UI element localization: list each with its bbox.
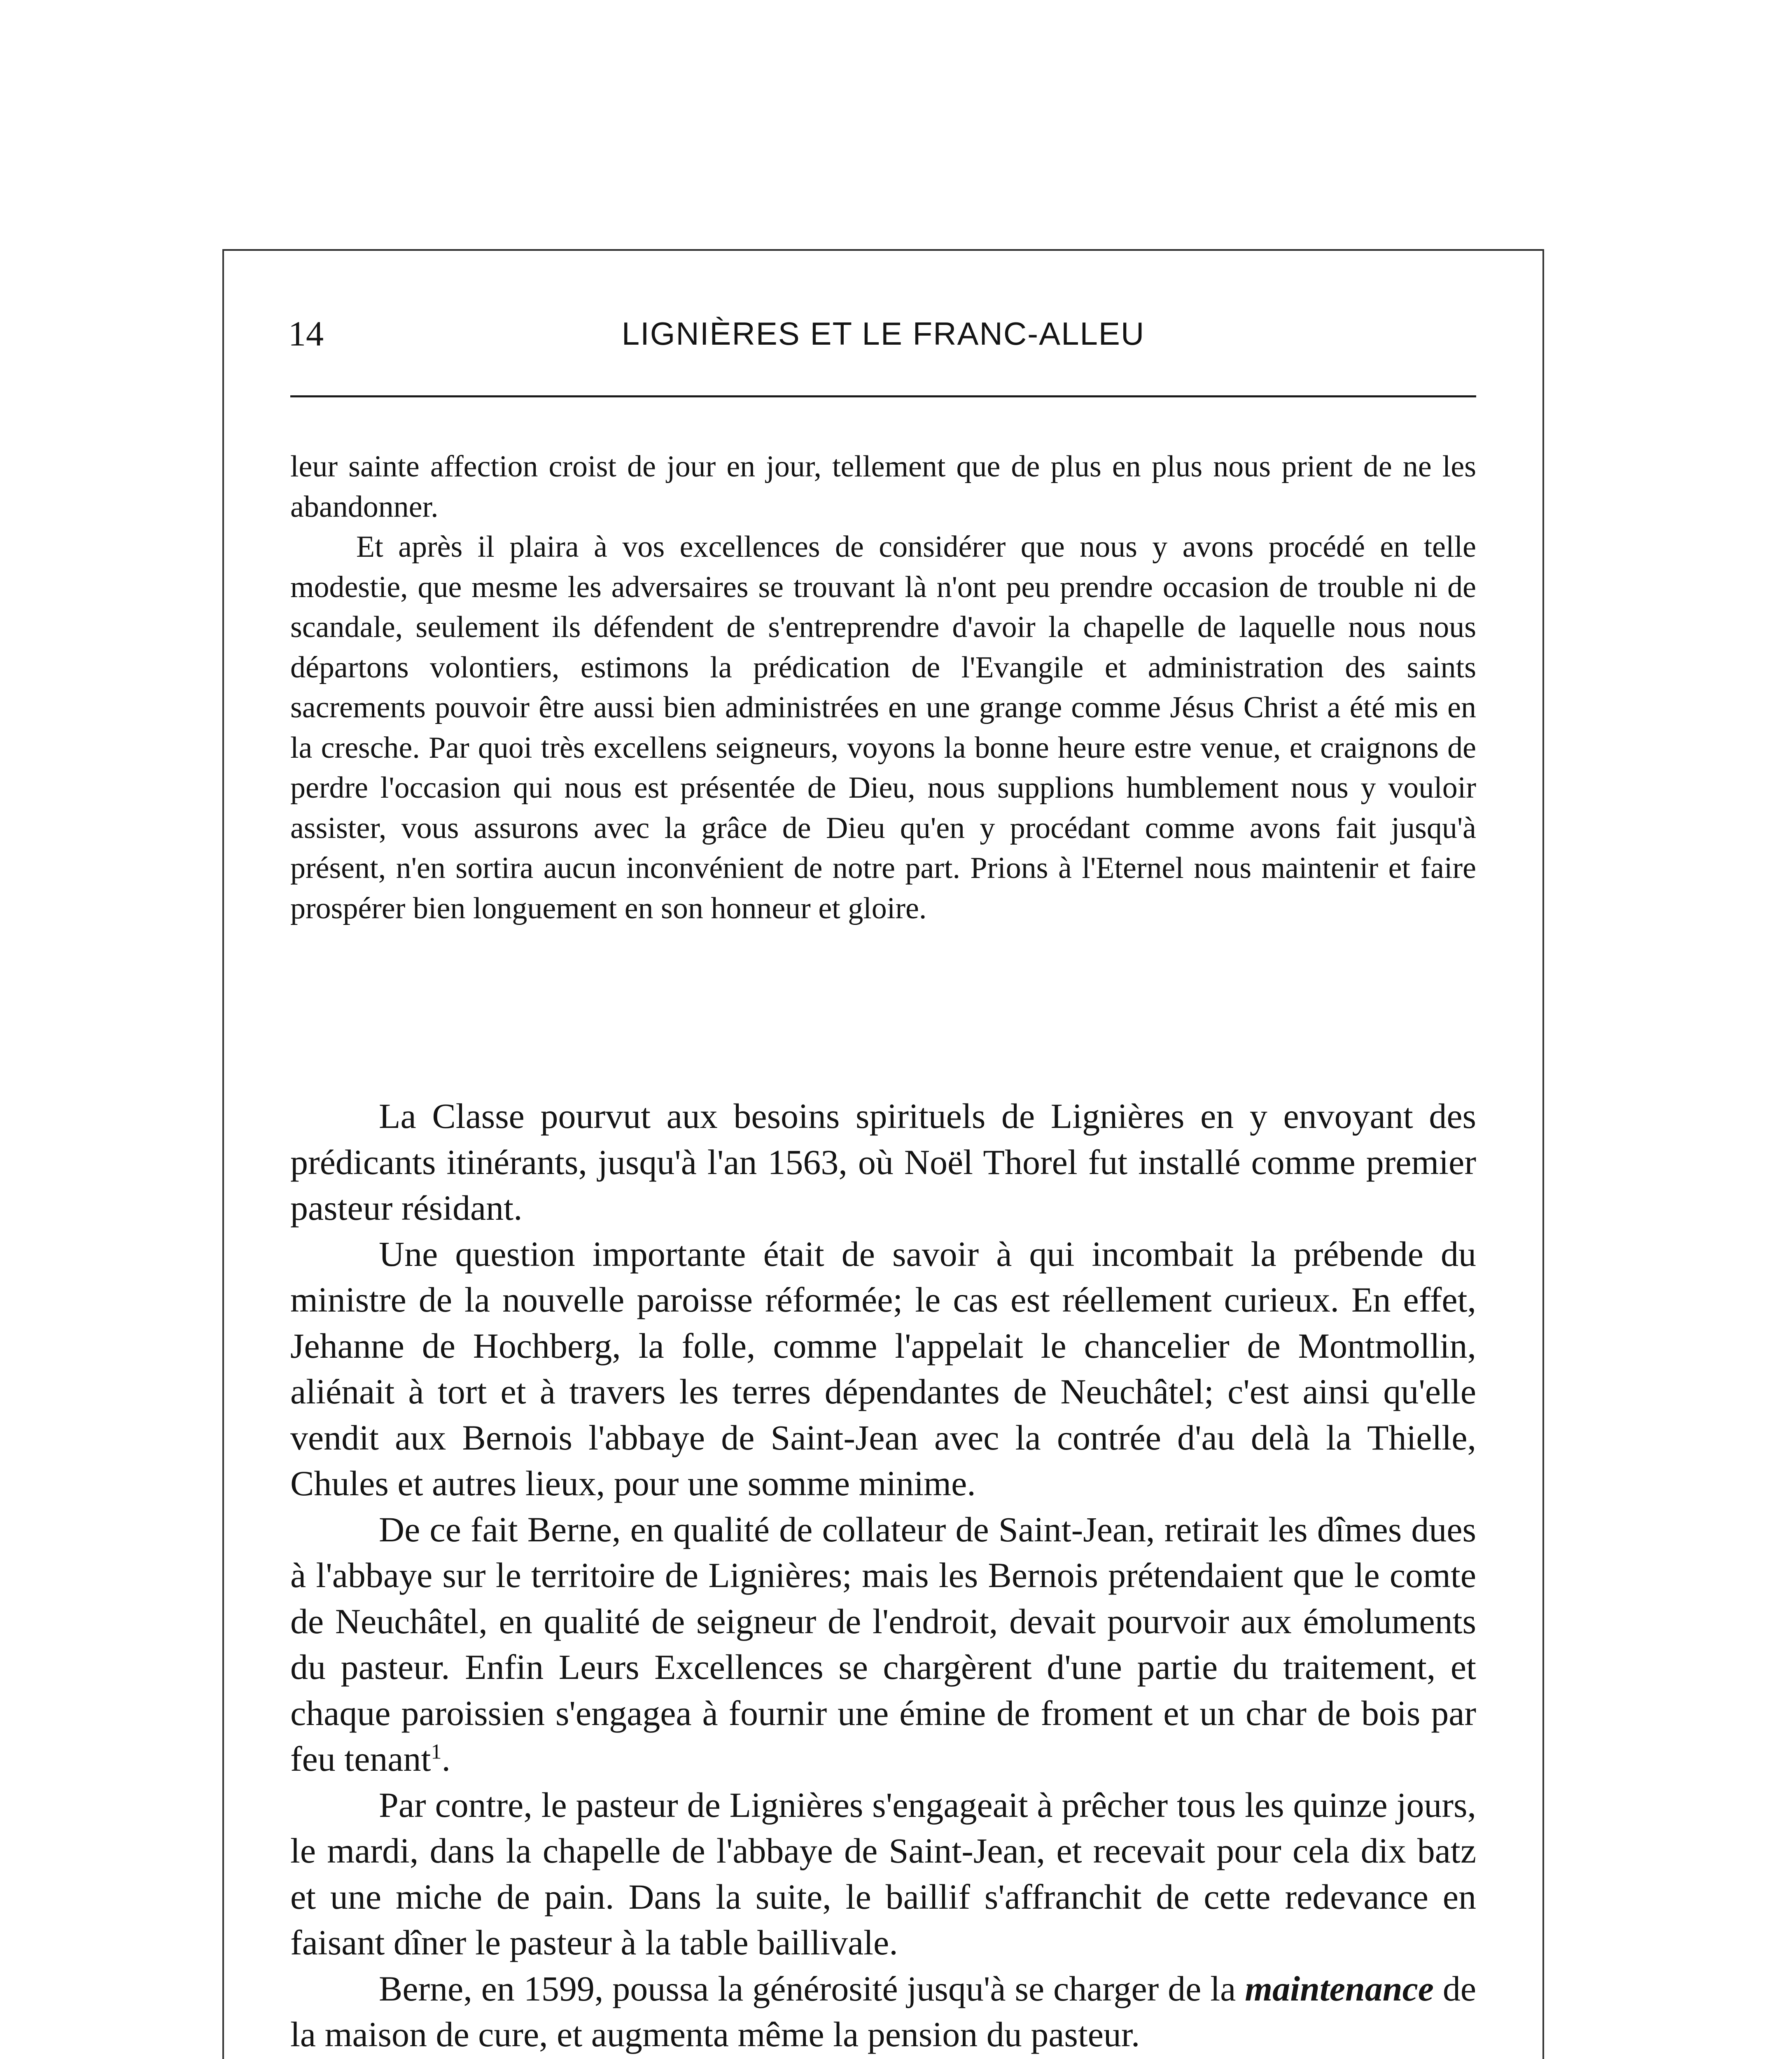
body-paragraph-end: de la maison de cure, et augmenta même la pension du pasteur. bbox=[290, 1968, 1477, 2054]
quote-paragraph: leur sainte affection croist de jour en jour, tellement que de plus en plus nous prient de ne les abandonner. bbox=[290, 450, 1476, 524]
body-paragraph: La Classe pourvut aux besoins spirituels de Lignières en y envoyant des prédicants itinérants, jusqu'à l'an 1563, où Noël Thorel fut installé comme premier pasteur résidant. bbox=[290, 1096, 1476, 1228]
italic-term: maintenance bbox=[1245, 1968, 1434, 2008]
body-paragraph: Par contre, le pasteur de Lignières s'engageait à prêcher tous les quinze jours, le mardi, dans la chapelle de l'abbaye de Saint-Jean, et recevait pour cela dix batz et une miche de pain. Dans la suite, le baillif s'affranchit de cette redevance en faisant dîner le pasteur à la table baillivale. bbox=[290, 1785, 1476, 1962]
body-paragraph: Une question importante était de savoir à qui incombait la prébende du ministre de la nouvelle paroisse réformée; le cas est réellement curieux. En effet, Jehanne de Hochberg, la folle, comme l'appelait le chancelier de Montmollin, aliénait à tort et à travers les terres dépendantes de Neuchâtel; c'est ainsi qu'elle vendit aux Bernois l'abbaye de Saint-Jean avec la contrée d'au delà la Thielle, Chules et autres lieux, pour une somme minime. bbox=[290, 1234, 1476, 1503]
body-paragraph-text: Berne, en 1599, poussa la générosité jusqu'à se charger de la bbox=[379, 1968, 1245, 2008]
body-paragraph-end: . bbox=[441, 1739, 450, 1779]
body-text bbox=[290, 1093, 1476, 2058]
body-paragraph-text: De ce fait Berne, en qualité de collateur de Saint-Jean, retirait les dîmes dues à l'abbaye sur le territoire de Lignières; mais les Bernois prétendaient que le comte de Neuchâtel, en qualité de seigneur de l'endroit, devait pourvoir aux émoluments du pasteur. Enfin Leurs Excellences se chargèrent d'une partie du traitement, et chaque paroissien s'engagea à fournir une émine de froment et un char de bois par feu tenant bbox=[290, 1509, 1476, 1779]
page-number: 14 bbox=[288, 314, 324, 353]
body-paragraph bbox=[290, 1966, 1476, 2058]
page-header bbox=[288, 305, 1478, 362]
body-paragraph bbox=[290, 1507, 1476, 1782]
scan-border-right bbox=[1542, 249, 1544, 2059]
scan-border-left bbox=[222, 249, 224, 2059]
running-title: LIGNIÈRES ET LE FRANC-ALLEU bbox=[621, 315, 1145, 352]
quote-paragraph: Et après il plaira à vos excellences de considérer que nous y avons procédé en telle modestie, que mesme les adversaires se trouvant là n'ont peu prendre occasion de trouble ni de scandale, seulement ils défendent de s'entreprendre d'avoir la chapelle de laquelle nous nous départons volontiers, estimons la prédication de l'Evangile et administration des saints sacrements pouvoir être aussi bien administrées en une grange comme Jésus Christ a été mis en la cresche. Par quoi très excellens seigneurs, voyons la bonne heure estre venue, et craignons de perdre l'occasion qui nous est présentée de Dieu, nous supplions humblement nous y vouloir assister, vous assurons avec la grâce de Dieu qu'en y procédant comme avons fait jusqu'à présent, n'en sortira aucun inconvénient de notre part. Prions à l'Eternel nous maintenir et faire prospérer bien longuement en son honneur et gloire. bbox=[290, 530, 1476, 925]
header-rule bbox=[290, 395, 1476, 397]
footnote-reference: 1 bbox=[431, 1740, 442, 1764]
scan-border-top bbox=[222, 249, 1544, 251]
quoted-letter bbox=[290, 447, 1476, 929]
